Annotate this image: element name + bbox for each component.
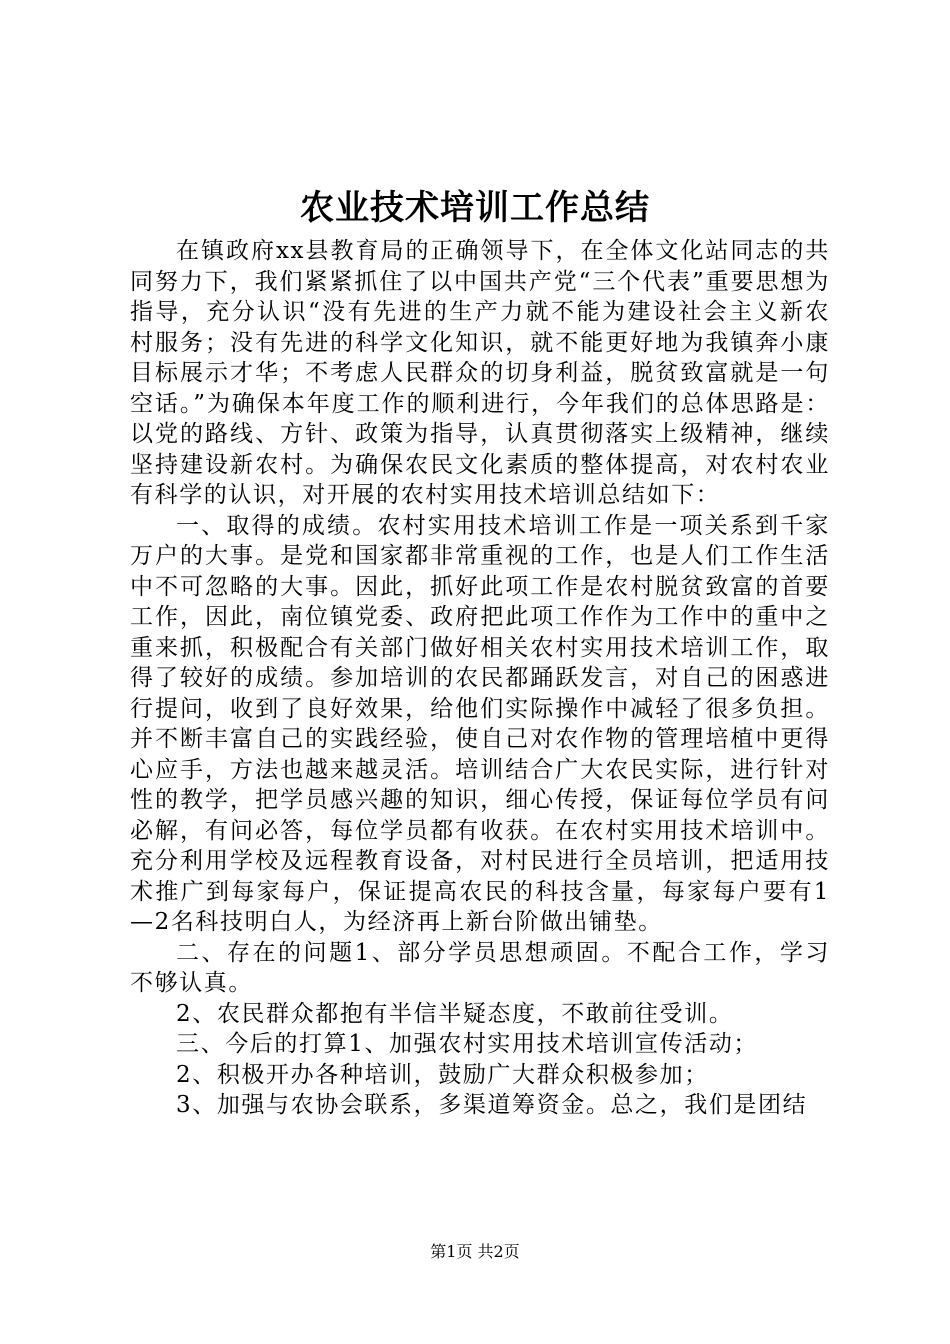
paragraph-plan-2: 2、积极开办各种培训，鼓励广大群众积极参加； bbox=[176, 1061, 709, 1088]
document-title: 农业技术培训工作总结 bbox=[300, 188, 650, 228]
page-indicator: 第1页 共2页 bbox=[430, 1242, 520, 1261]
paragraph-problems: 二、存在的问题1、部分学员思想顽固。不配合工作，学习不够认真。 bbox=[130, 939, 830, 996]
paragraph-intro: 在镇政府xx县教育局的正确领导下，在全体文化站同志的共同努力下，我们紧紧抓住了以中国共产党“三个代表”重要思想为指导，充分认识“没有先进的生产力就不能为建设社会主义新农村服务；没有先进的科学文化知识，就不能更好地为我镇奔小康目标展示才华；不考虑人民群众的切身利益，脱贫致富就是一句空话。”为确保本年度工作的顺利进行，今年我们的总体思路是：以党的路线、方针、政策为指导，认真贯彻落实上级精神，继续坚持建设新农村。为确保农民文化素质的整体提高，对农村农业有科学的认识，对开展的农村实用技术培训总结如下： bbox=[130, 238, 830, 508]
paragraph-plan-3: 3、加强与农协会联系，多渠道筹资金。总之，我们是团结 bbox=[176, 1092, 808, 1118]
paragraph-problem-2: 2、农民群众都抱有半信半疑态度，不敢前往受训。 bbox=[176, 1000, 734, 1027]
document-body bbox=[130, 236, 830, 1121]
paragraph-plans: 三、今后的打算1、加强农村实用技术培训宣传活动； bbox=[176, 1031, 759, 1057]
paragraph-achievements: 一、取得的成绩。农村实用技术培训工作是一项关系到千家万户的大事。是党和国家都非常重视的工作，也是人们工作生活中不可忽略的大事。因此，抓好此项工作是农村脱贫致富的首要工作，因此，南位镇党委、政府把此项工作作为工作中的重中之重来抓，积极配合有关部门做好相关农村实用技术培训工作，取得了较好的成绩。参加培训的农民都踊跃发言，对自己的困惑进行提问，收到了良好效果，给他们实际操作中减轻了很多负担。并不断丰富自己的实践经验，使自己对农作物的管理培植中更得心应手，方法也越来越灵活。培训结合广大农民实际，进行针对性的教学，把学员感兴趣的知识，细心传授，保证每位学员有问必解，有问必答，每位学员都有收获。在农村实用技术培训中。充分利用学校及远程教育设备，对村民进行全员培训，把适用技术推广到每家每户，保证提高农民的科技含量，每家每户要有1—2名科技明白人，为经济再上新台阶做出铺垫。 bbox=[130, 512, 830, 935]
